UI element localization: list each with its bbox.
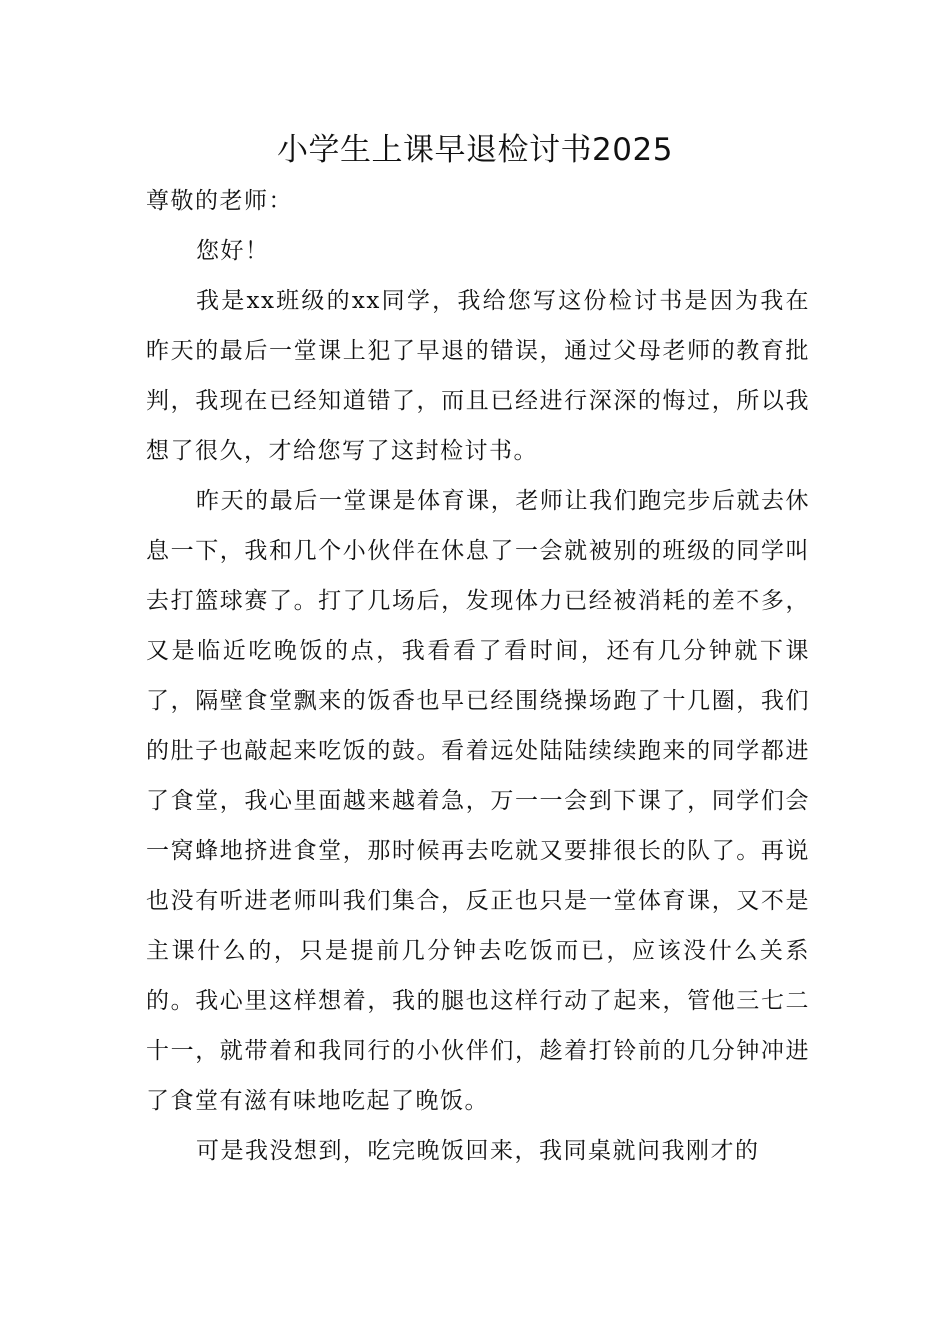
paragraph-2: 昨天的最后一堂课是体育课，老师让我们跑完步后就去休息一下，我和几个小伙伴在休息了一会就被别的班级的同学叫去打篮球赛了。打了几场后，发现体力已经被消耗的差不多，又是临近吃晚饭的点，我看看了看时间，还有几分钟就下课了，隔壁食堂飘来的饭香也早已经围绕操场跑了十几圈，我们的肚子也敲起来吃饭的鼓。看着远处陆陆续续跑来的同学都进了食堂，我心里面越来越着急，万一一会到下课了，同学们会一窝蜂地挤进食堂，那时候再去吃就又要排很长的队了。再说也没有听进老师叫我们集合，反正也只是一堂体育课，又不是主课什么的，只是提前几分钟去吃饭而已，应该没什么关系的。我心里这样想着，我的腿也这样行动了起来，管他三七二十一，就带着和我同行的小伙伴们，趁着打铃前的几分钟冲进了食堂有滋有味地吃起了晚饭。 — [146, 488, 810, 1114]
document-title: 小学生上课早退检讨书2025 — [277, 132, 673, 168]
salutation: 尊敬的老师： — [146, 188, 293, 214]
paragraph-3: 可是我没想到，吃完晚饭回来，我同桌就问我刚才的 — [196, 1138, 760, 1164]
greeting: 您好！ — [196, 238, 270, 264]
paragraph-1: 我是xx班级的xx同学，我给您写这份检讨书是因为我在昨天的最后一堂课上犯了早退的错误，通过父母老师的教育批判，我现在已经知道错了，而且已经进行深深的悔过，所以我想了很久，才给您写了这封检讨书。 — [146, 288, 810, 464]
document-body — [146, 176, 810, 1176]
